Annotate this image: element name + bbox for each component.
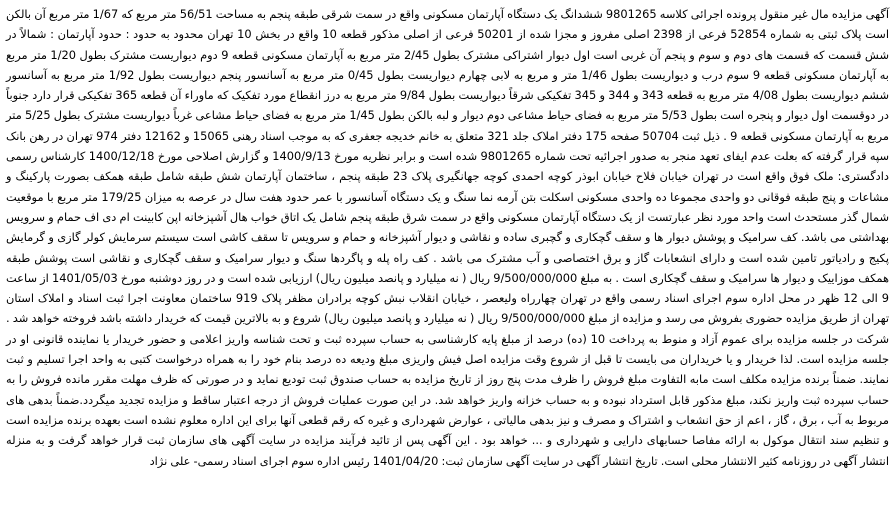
auction-notice-text: آگهی مزایده مال غیر منقول پرونده اجرائی کلاسه 9801265 ششدانگ یک دستگاه آپارتمان مسکونی واقع در سمت شرقی طبقه پنجم به مساحت 56/51 متر مربع که 1/67 متر مربع آن بالکن است پلاک ثبتی به شماره 52854 فرعی از 2398 اصلی مفروز و مجزا شده از 50201 فرعی از اصلی مذکور قطعه 10 واقع در بخش 10 تهران محدود به حدود : حدود آپارتمان : شمالاً در شش قسمت که قسمت های دوم و سوم و پنجم آن غربی است اول دیوار اشتراکی مشترک بطول 2/45 متر مربع به آپارتمان مسکونی قطعه 9 دوم دیواریست مشترک بطول 1/20 متر مربع به آپارتمان مسکونی قطعه 9 سوم درب و دیواریست بطول 1/46 متر و مربع به لابی چهارم دیواریست بطول 0/45 متر مربع به آسانسور پنجم دیواریست بطول 1/92 متر مربع به آسانسور ششم دیواریست بطول 4/08 متر مربع به قطعه 343 و 344 و 345 تفکیکی شرقاً دیواریست بطول 9/84 متر مربع به درز انقطاع مورد تفکیک که ماوراء آن قطعه 365 تفکیکی قرار دارد جنوباً در دوقسمت اول دیوار و پنجره است بطول 5/53 متر مربع به فضای حیاط مشاعی دوم دیوار و لبه بالکن بطول 1/45 متر مربع به فضای حیاط مشاعی غرباً دیواریست مشترک بطول 5/25 متر مربع به آپارتمان مسکونی قطعه 9 . ذیل ثبت 50704 صفحه 175 دفتر املاک جلد 321 متعلق به خانم خدیجه جعفری که به موجب اسناد رهنی 15065 و 12162 دفتر 974 تهران در رهن بانک سپه قرار گرفته که بعلت عدم ایفای تعهد منجر به صدور اجرائیه تحت شماره 9801265 شده است و برابر نظریه مورخ 1400/9/13 و گزارش اصلاحی مورخ 1400/12/18 کارشناس رسمی دادگستری: ملک فوق واقع است در تهران خیابان فلاح خیابان ابوذر کوچه احمدی کوچه جهانگیری پلاک 23 طبقه پنجم ، ساختمان آپارتمان شش طبقه شامل طبقه همکف بصورت پارکینگ و مشاعات و پنج طبقه فوقانی دو واحدی مجموعا ده واحدی مسکونی اسکلت بتن آرمه نما سنگ و یک دستگاه آسانسور با عمر حدود هفت سال در عرصه به میزان 179/25 متر مربع با موقعیت شمال گذر مستحدث است واحد مورد نظر عبارتست از یک دستگاه آپارتمان مسکونی واقع در سمت شرق طبقه پنجم شامل یک اتاق خواب هال آشپزخانه اپن کابینت ام دی اف حمام و سرویس بهداشتی می باشد. کف سرامیک و پوشش دیوار ها و سقف گچکاری و گچبری ساده و نقاشی و دیوار آشپزخانه و حمام و سرویس تا سقف کاشی است سیستم سرمایش کولر گازی و گرمایش پکیج و رادیاتور تامین شده است و دارای انشعابات گاز و برق اختصاصی و آب مشترک می باشد . کف راه پله و پاگردها سنگ و دیوار سرامیک و سقف گچکاری و نقاشی است پوشش طبقه همکف موزاییک و دیوار ها سرامیک و سقف گچکاری است . به مبلغ 9/500/000/000 ریال ( نه میلیارد و پانصد میلیون ریال) ارزیابی شده است و در روز دوشنبه مورخ 1401/05/03 از ساعت 9 الی 12 ظهر در محل اداره سوم اجرای اسناد رسمی واقع در تهران چهارراه ولیعصر ، خیابان انقلاب نبش کوچه برادران مظفر پلاک 919 ساختمان معاونت اجرا ثبت اسناد و املاک استان تهران از طریق مزایده حضوری بفروش می رسد و مزایده از مبلغ 9/500/000/000 ریال ( نه میلیارد و پانصد میلیون ریال) شروع و به بالاترین قیمت که خریدار داشته باشد فروخته خواهد شد . شرکت در جلسه مزایده برای عموم آزاد و منوط به پرداخت 10 (ده) درصد از مبلغ پایه کارشناسی به حساب سپرده ثبت و تحت شناسه واریز اعلامی و حضور خریدار یا نماینده قانونی او در جلسه مزایده است. لذا خریدار و یا خریداران می بایست تا قبل از شروع وقت مزایده اصل فیش واریزی مبلغ ودیعه ده درصد بنام خود را به همراه درخواست کتبی به واحد اجرا تسلیم و ثبت نمایند. ضمناً برنده مزایده مکلف است مابه التفاوت مبلغ فروش را ظرف مدت پنج روز از تاریخ مزایده به حساب صندوق ثبت تودیع نماید و در صورتی که ظرف مهلت مقرر مانده فروش را به حساب سپرده ثبت واریز نکند، مبلغ مذکور قابل استرداد نبوده و به حساب خزانه واریز خواهد شد. در این صورت عملیات فروش از درجه اعتبار ساقط و مزایده تجدید میگردد.ضمناً بدهی های مربوط به آب ، برق ، گاز ، اعم از حق انشعاب و اشتراک و مصرف و نیز بدهی مالیاتی ، عوارض شهرداری و غیره که رقم قطعی آنها برای این اداره معلوم نشده است بعهده برنده مزایده است و تنظیم سند انتقال موکول به ارائه مفاصا حسابهای دارایی و شهرداری و ... خواهد بود . این آگهی پس از تائید فرآیند مزایده در سایت آگهی های سازمان ثبت قرار خواهد گرفت و به منزله انتشار آگهی در روزنامه کثیر الانتشار محلی است. تاریخ انتشار آگهی در سایت آگهی سازمان ثبت: 1401/04/20 رئیس اداره سوم اجرای اسناد رسمی- علی نژاد	[6, 7, 890, 468]
